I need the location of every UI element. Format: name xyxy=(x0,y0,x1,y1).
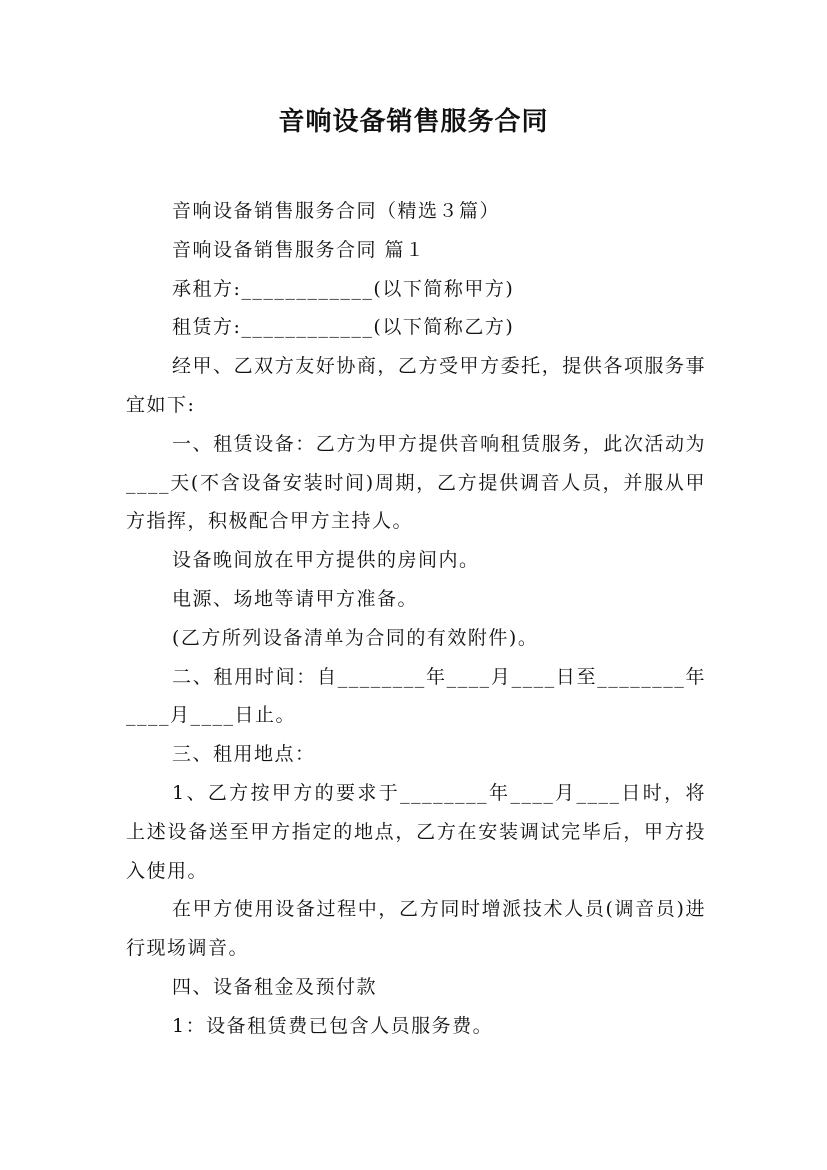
paragraph-lessor: 租赁方:____________(以下简称乙方) xyxy=(172,316,515,339)
paragraph-clause-1: 一、租赁设备：乙方为甲方提供音响租赁服务，此次活动为____天(不含设备安装时间)周期，乙方提供调音人员，并服从甲方指挥，积极配合甲方主持人。 xyxy=(126,432,706,533)
paragraph-power: 电源、场地等请甲方准备。 xyxy=(172,587,419,610)
paragraph-technician: 在甲方使用设备过程中，乙方同时增派技术人员(调音员)进行现场调音。 xyxy=(126,898,706,960)
paragraph-clause-4: 四、设备租金及预付款 xyxy=(172,975,378,998)
paragraph-clause-2: 二、租用时间：自________年____月____日至________年____月____日止。 xyxy=(126,665,706,727)
paragraph-clause-4-1: 1：设备租赁费已包含人员服务费。 xyxy=(172,1014,494,1037)
paragraph-lessee: 承租方:____________(以下简称甲方) xyxy=(172,277,515,300)
document-body xyxy=(126,192,706,1046)
paragraph-intro: 经甲、乙双方友好协商，乙方受甲方委托，提供各项服务事宜如下: xyxy=(126,355,706,416)
paragraph-section-heading: 音响设备销售服务合同 篇１ xyxy=(172,238,426,261)
paragraph-subtitle: 音响设备销售服务合同（精选３篇） xyxy=(172,200,501,222)
document-title: 音响设备销售服务合同 xyxy=(278,107,549,137)
paragraph-clause-3: 三、租用地点： xyxy=(172,743,316,766)
paragraph-storage: 设备晚间放在甲方提供的房间内。 xyxy=(172,549,480,572)
paragraph-clause-3-1: 1、乙方按甲方的要求于________年____月____日时，将上述设备送至甲方指定的地点，乙方在安装调试完毕后，甲方投入使用。 xyxy=(126,781,706,882)
paragraph-attachment: (乙方所列设备清单为合同的有效附件)。 xyxy=(172,626,539,649)
